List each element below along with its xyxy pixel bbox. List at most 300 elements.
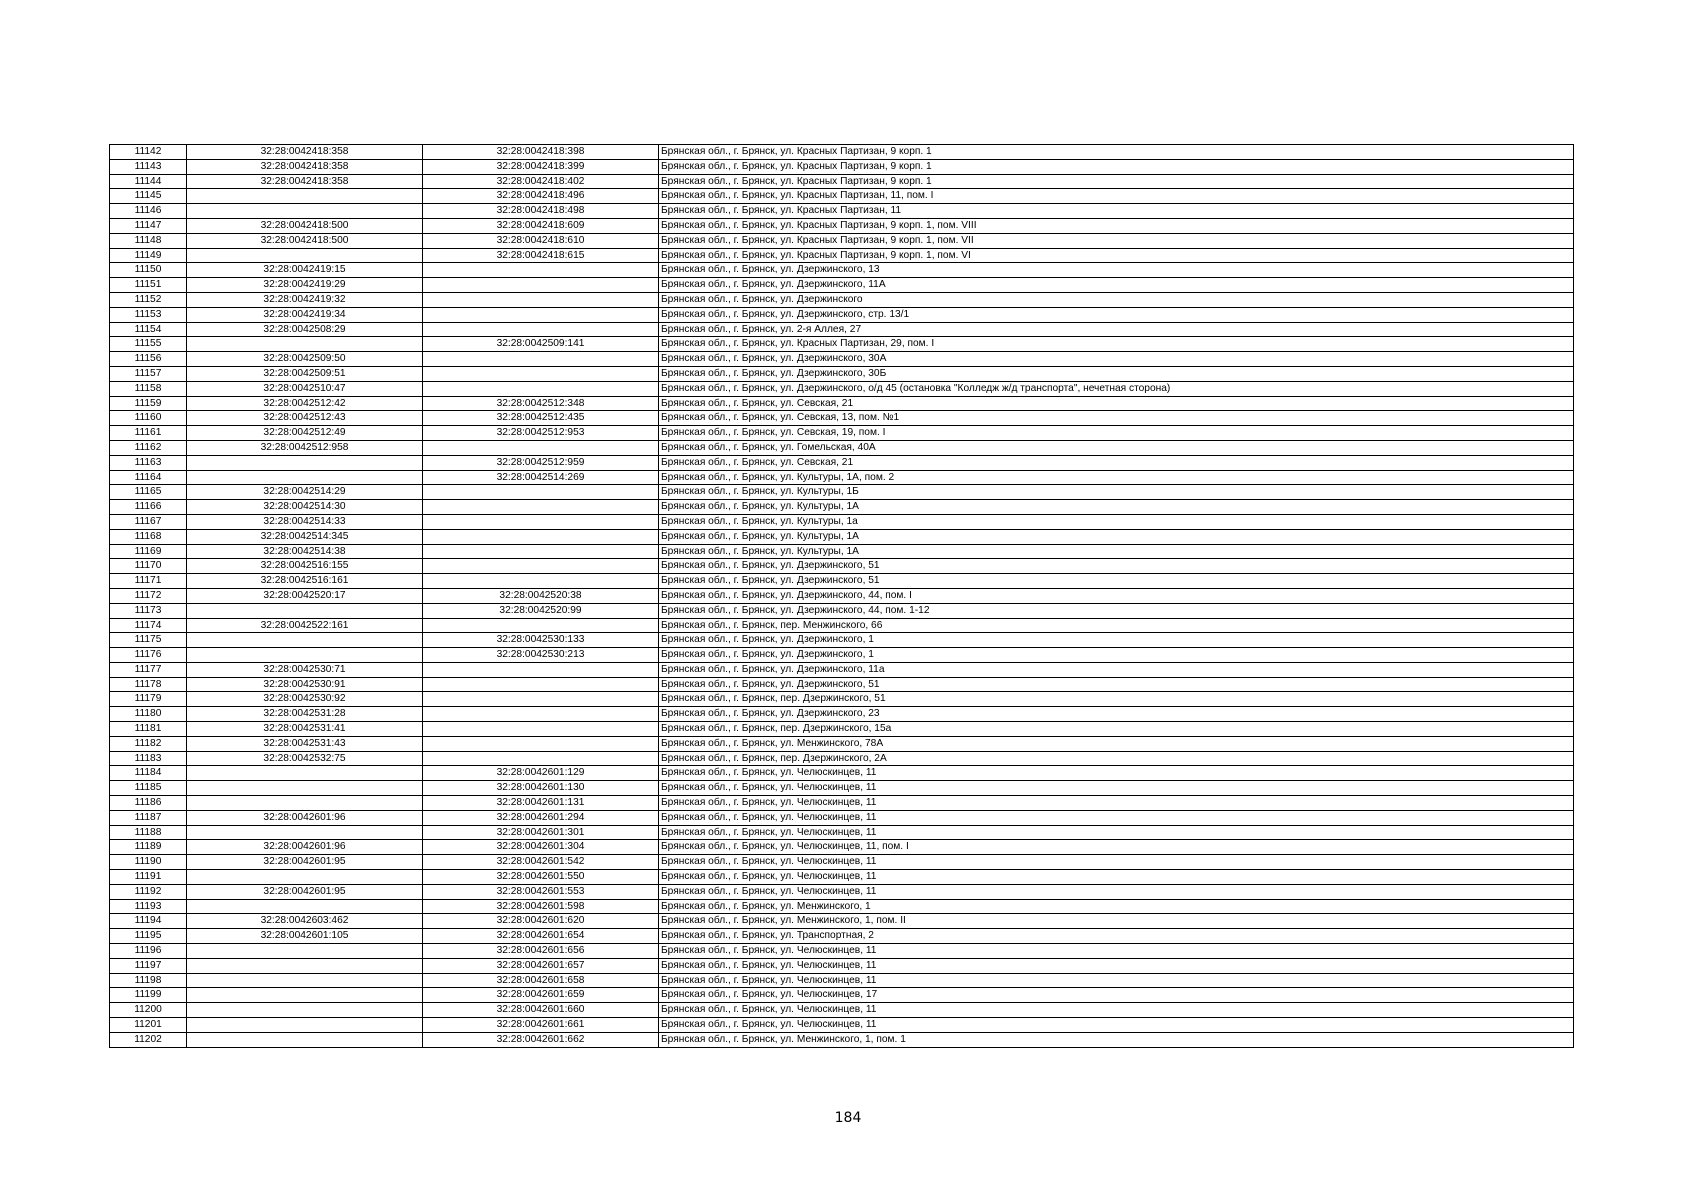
land-cadastral-number-cell: 32:28:0042514:38 xyxy=(187,544,423,559)
row-number-cell: 11148 xyxy=(110,233,187,248)
row-number-cell: 11153 xyxy=(110,307,187,322)
table-row xyxy=(110,440,1574,455)
row-number-cell: 11181 xyxy=(110,722,187,737)
address-cell: Брянская обл., г. Брянск, ул. Культуры, 1А xyxy=(659,529,1574,544)
row-number-cell: 11179 xyxy=(110,692,187,707)
address-cell: Брянская обл., г. Брянск, ул. Челюскинцев, 11 xyxy=(659,884,1574,899)
row-number-cell: 11171 xyxy=(110,574,187,589)
object-cadastral-number-cell: 32:28:0042601:129 xyxy=(423,766,659,781)
object-cadastral-number-cell: 32:28:0042520:38 xyxy=(423,588,659,603)
land-cadastral-number-cell: 32:28:0042531:41 xyxy=(187,722,423,737)
address-cell: Брянская обл., г. Брянск, ул. Челюскинцев, 11 xyxy=(659,1018,1574,1033)
land-cadastral-number-cell: 32:28:0042603:462 xyxy=(187,914,423,929)
table-row xyxy=(110,248,1574,263)
land-cadastral-number-cell: 32:28:0042601:95 xyxy=(187,855,423,870)
object-cadastral-number-cell: 32:28:0042418:399 xyxy=(423,159,659,174)
object-cadastral-number-cell: 32:28:0042601:542 xyxy=(423,855,659,870)
table-row xyxy=(110,500,1574,515)
land-cadastral-number-cell: 32:28:0042419:29 xyxy=(187,278,423,293)
land-cadastral-number-cell: 32:28:0042530:92 xyxy=(187,692,423,707)
land-cadastral-number-cell xyxy=(187,648,423,663)
address-cell: Брянская обл., г. Брянск, ул. Культуры, 1а xyxy=(659,514,1574,529)
object-cadastral-number-cell: 32:28:0042514:269 xyxy=(423,470,659,485)
address-cell: Брянская обл., г. Брянск, ул. Дзержинского, 11А xyxy=(659,278,1574,293)
table-row xyxy=(110,929,1574,944)
object-cadastral-number-cell: 32:28:0042512:348 xyxy=(423,396,659,411)
object-cadastral-number-cell: 32:28:0042509:141 xyxy=(423,337,659,352)
object-cadastral-number-cell xyxy=(423,618,659,633)
table-row xyxy=(110,307,1574,322)
row-number-cell: 11169 xyxy=(110,544,187,559)
table-row xyxy=(110,677,1574,692)
table-row xyxy=(110,204,1574,219)
land-cadastral-number-cell xyxy=(187,248,423,263)
land-cadastral-number-cell: 32:28:0042530:71 xyxy=(187,662,423,677)
land-cadastral-number-cell: 32:28:0042516:161 xyxy=(187,574,423,589)
object-cadastral-number-cell: 32:28:0042601:301 xyxy=(423,825,659,840)
object-cadastral-number-cell: 32:28:0042601:659 xyxy=(423,988,659,1003)
address-cell: Брянская обл., г. Брянск, ул. Красных Партизан, 11, пом. I xyxy=(659,189,1574,204)
object-cadastral-number-cell: 32:28:0042530:133 xyxy=(423,633,659,648)
object-cadastral-number-cell: 32:28:0042418:402 xyxy=(423,174,659,189)
address-cell: Брянская обл., г. Брянск, ул. Красных Партизан, 9 корп. 1 xyxy=(659,174,1574,189)
land-cadastral-number-cell: 32:28:0042514:30 xyxy=(187,500,423,515)
address-cell: Брянская обл., г. Брянск, ул. Красных Партизан, 9 корп. 1, пом. VI xyxy=(659,248,1574,263)
row-number-cell: 11156 xyxy=(110,352,187,367)
table-row xyxy=(110,855,1574,870)
row-number-cell: 11167 xyxy=(110,514,187,529)
object-cadastral-number-cell: 32:28:0042601:658 xyxy=(423,973,659,988)
address-cell: Брянская обл., г. Брянск, ул. Севская, 21 xyxy=(659,396,1574,411)
row-number-cell: 11199 xyxy=(110,988,187,1003)
object-cadastral-number-cell xyxy=(423,440,659,455)
address-cell: Брянская обл., г. Брянск, ул. Дзержинского, 23 xyxy=(659,707,1574,722)
object-cadastral-number-cell xyxy=(423,322,659,337)
row-number-cell: 11194 xyxy=(110,914,187,929)
table-row xyxy=(110,411,1574,426)
row-number-cell: 11142 xyxy=(110,145,187,160)
table-row xyxy=(110,366,1574,381)
row-number-cell: 11158 xyxy=(110,381,187,396)
land-cadastral-number-cell: 32:28:0042419:34 xyxy=(187,307,423,322)
land-cadastral-number-cell: 32:28:0042512:49 xyxy=(187,426,423,441)
row-number-cell: 11165 xyxy=(110,485,187,500)
row-number-cell: 11172 xyxy=(110,588,187,603)
object-cadastral-number-cell: 32:28:0042601:130 xyxy=(423,781,659,796)
address-cell: Брянская обл., г. Брянск, ул. Культуры, 1А xyxy=(659,544,1574,559)
address-cell: Брянская обл., г. Брянск, ул. Менжинского, 1 xyxy=(659,899,1574,914)
address-cell: Брянская обл., г. Брянск, ул. Челюскинцев, 11 xyxy=(659,810,1574,825)
address-cell: Брянская обл., г. Брянск, ул. Челюскинцев, 11 xyxy=(659,870,1574,885)
address-cell: Брянская обл., г. Брянск, ул. Дзержинского, 1 xyxy=(659,633,1574,648)
address-cell: Брянская обл., г. Брянск, ул. Красных Партизан, 9 корп. 1 xyxy=(659,159,1574,174)
object-cadastral-number-cell: 32:28:0042418:498 xyxy=(423,204,659,219)
row-number-cell: 11170 xyxy=(110,559,187,574)
table-row xyxy=(110,337,1574,352)
row-number-cell: 11159 xyxy=(110,396,187,411)
object-cadastral-number-cell: 32:28:0042601:660 xyxy=(423,1003,659,1018)
row-number-cell: 11197 xyxy=(110,958,187,973)
table-row xyxy=(110,278,1574,293)
table-row xyxy=(110,796,1574,811)
records-table-body xyxy=(110,145,1574,1048)
land-cadastral-number-cell xyxy=(187,796,423,811)
table-row xyxy=(110,189,1574,204)
table-row xyxy=(110,766,1574,781)
address-cell: Брянская обл., г. Брянск, ул. Челюскинцев, 11, пом. I xyxy=(659,840,1574,855)
address-cell: Брянская обл., г. Брянск, пер. Дзержинского, 15а xyxy=(659,722,1574,737)
address-cell: Брянская обл., г. Брянск, ул. Челюскинцев, 11 xyxy=(659,944,1574,959)
land-cadastral-number-cell xyxy=(187,766,423,781)
row-number-cell: 11201 xyxy=(110,1018,187,1033)
object-cadastral-number-cell: 32:28:0042418:496 xyxy=(423,189,659,204)
address-cell: Брянская обл., г. Брянск, ул. Красных Партизан, 11 xyxy=(659,204,1574,219)
table-row xyxy=(110,218,1574,233)
land-cadastral-number-cell xyxy=(187,870,423,885)
land-cadastral-number-cell: 32:28:0042508:29 xyxy=(187,322,423,337)
object-cadastral-number-cell xyxy=(423,692,659,707)
row-number-cell: 11177 xyxy=(110,662,187,677)
row-number-cell: 11162 xyxy=(110,440,187,455)
row-number-cell: 11164 xyxy=(110,470,187,485)
table-row xyxy=(110,426,1574,441)
land-cadastral-number-cell: 32:28:0042509:51 xyxy=(187,366,423,381)
table-row xyxy=(110,381,1574,396)
land-cadastral-number-cell xyxy=(187,603,423,618)
table-row xyxy=(110,648,1574,663)
object-cadastral-number-cell: 32:28:0042601:657 xyxy=(423,958,659,973)
object-cadastral-number-cell: 32:28:0042418:609 xyxy=(423,218,659,233)
object-cadastral-number-cell xyxy=(423,574,659,589)
row-number-cell: 11185 xyxy=(110,781,187,796)
land-cadastral-number-cell: 32:28:0042520:17 xyxy=(187,588,423,603)
land-cadastral-number-cell: 32:28:0042514:345 xyxy=(187,529,423,544)
land-cadastral-number-cell: 32:28:0042531:43 xyxy=(187,736,423,751)
object-cadastral-number-cell xyxy=(423,662,659,677)
address-cell: Брянская обл., г. Брянск, ул. Челюскинцев, 11 xyxy=(659,766,1574,781)
table-row xyxy=(110,455,1574,470)
row-number-cell: 11155 xyxy=(110,337,187,352)
row-number-cell: 11186 xyxy=(110,796,187,811)
object-cadastral-number-cell: 32:28:0042418:610 xyxy=(423,233,659,248)
row-number-cell: 11161 xyxy=(110,426,187,441)
row-number-cell: 11147 xyxy=(110,218,187,233)
row-number-cell: 11193 xyxy=(110,899,187,914)
table-row xyxy=(110,159,1574,174)
address-cell: Брянская обл., г. Брянск, ул. Менжинского, 1, пом. 1 xyxy=(659,1032,1574,1047)
table-row xyxy=(110,174,1574,189)
table-row xyxy=(110,485,1574,500)
table-row xyxy=(110,1003,1574,1018)
address-cell: Брянская обл., г. Брянск, ул. Красных Партизан, 9 корп. 1, пом. VIII xyxy=(659,218,1574,233)
address-cell: Брянская обл., г. Брянск, пер. Дзержинского, 2А xyxy=(659,751,1574,766)
row-number-cell: 11187 xyxy=(110,810,187,825)
land-cadastral-number-cell: 32:28:0042419:15 xyxy=(187,263,423,278)
table-row xyxy=(110,707,1574,722)
address-cell: Брянская обл., г. Брянск, ул. Дзержинского, 51 xyxy=(659,574,1574,589)
table-row xyxy=(110,988,1574,1003)
address-cell: Брянская обл., г. Брянск, ул. Дзержинского xyxy=(659,292,1574,307)
row-number-cell: 11151 xyxy=(110,278,187,293)
land-cadastral-number-cell: 32:28:0042601:96 xyxy=(187,810,423,825)
table-row xyxy=(110,603,1574,618)
land-cadastral-number-cell: 32:28:0042510:47 xyxy=(187,381,423,396)
table-row xyxy=(110,618,1574,633)
object-cadastral-number-cell xyxy=(423,707,659,722)
row-number-cell: 11160 xyxy=(110,411,187,426)
land-cadastral-number-cell: 32:28:0042516:155 xyxy=(187,559,423,574)
object-cadastral-number-cell: 32:28:0042601:620 xyxy=(423,914,659,929)
address-cell: Брянская обл., г. Брянск, ул. Дзержинского, 1 xyxy=(659,648,1574,663)
land-cadastral-number-cell xyxy=(187,1032,423,1047)
land-cadastral-number-cell: 32:28:0042530:91 xyxy=(187,677,423,692)
table-row xyxy=(110,633,1574,648)
address-cell: Брянская обл., г. Брянск, ул. Челюскинцев, 11 xyxy=(659,825,1574,840)
row-number-cell: 11189 xyxy=(110,840,187,855)
row-number-cell: 11188 xyxy=(110,825,187,840)
address-cell: Брянская обл., г. Брянск, ул. Дзержинского, 11а xyxy=(659,662,1574,677)
object-cadastral-number-cell xyxy=(423,278,659,293)
object-cadastral-number-cell: 32:28:0042512:959 xyxy=(423,455,659,470)
land-cadastral-number-cell: 32:28:0042514:29 xyxy=(187,485,423,500)
object-cadastral-number-cell xyxy=(423,500,659,515)
table-row xyxy=(110,810,1574,825)
address-cell: Брянская обл., г. Брянск, ул. Дзержинского, 30А xyxy=(659,352,1574,367)
row-number-cell: 11202 xyxy=(110,1032,187,1047)
table-row xyxy=(110,544,1574,559)
row-number-cell: 11176 xyxy=(110,648,187,663)
table-row xyxy=(110,736,1574,751)
address-cell: Брянская обл., г. Брянск, ул. Красных Партизан, 9 корп. 1 xyxy=(659,145,1574,160)
land-cadastral-number-cell: 32:28:0042512:43 xyxy=(187,411,423,426)
table-row xyxy=(110,944,1574,959)
address-cell: Брянская обл., г. Брянск, ул. Гомельская, 40А xyxy=(659,440,1574,455)
table-row xyxy=(110,722,1574,737)
row-number-cell: 11152 xyxy=(110,292,187,307)
table-row xyxy=(110,352,1574,367)
row-number-cell: 11173 xyxy=(110,603,187,618)
address-cell: Брянская обл., г. Брянск, ул. Дзержинского, 51 xyxy=(659,559,1574,574)
land-cadastral-number-cell: 32:28:0042601:96 xyxy=(187,840,423,855)
table-row xyxy=(110,396,1574,411)
table-row xyxy=(110,559,1574,574)
row-number-cell: 11174 xyxy=(110,618,187,633)
table-row xyxy=(110,914,1574,929)
address-cell: Брянская обл., г. Брянск, ул. Менжинского, 1, пом. II xyxy=(659,914,1574,929)
table-row xyxy=(110,840,1574,855)
land-cadastral-number-cell xyxy=(187,944,423,959)
object-cadastral-number-cell xyxy=(423,292,659,307)
row-number-cell: 11192 xyxy=(110,884,187,899)
table-row xyxy=(110,825,1574,840)
object-cadastral-number-cell xyxy=(423,307,659,322)
row-number-cell: 11182 xyxy=(110,736,187,751)
row-number-cell: 11190 xyxy=(110,855,187,870)
land-cadastral-number-cell: 32:28:0042522:161 xyxy=(187,618,423,633)
object-cadastral-number-cell: 32:28:0042601:661 xyxy=(423,1018,659,1033)
address-cell: Брянская обл., г. Брянск, ул. Красных Партизан, 9 корп. 1, пом. VII xyxy=(659,233,1574,248)
table-row xyxy=(110,973,1574,988)
address-cell: Брянская обл., г. Брянск, ул. Челюскинцев, 11 xyxy=(659,796,1574,811)
land-cadastral-number-cell xyxy=(187,988,423,1003)
table-row xyxy=(110,662,1574,677)
object-cadastral-number-cell: 32:28:0042601:294 xyxy=(423,810,659,825)
object-cadastral-number-cell xyxy=(423,263,659,278)
row-number-cell: 11175 xyxy=(110,633,187,648)
table-row xyxy=(110,692,1574,707)
object-cadastral-number-cell: 32:28:0042601:553 xyxy=(423,884,659,899)
object-cadastral-number-cell xyxy=(423,485,659,500)
object-cadastral-number-cell xyxy=(423,677,659,692)
land-cadastral-number-cell xyxy=(187,781,423,796)
object-cadastral-number-cell xyxy=(423,544,659,559)
row-number-cell: 11144 xyxy=(110,174,187,189)
table-row xyxy=(110,751,1574,766)
row-number-cell: 11196 xyxy=(110,944,187,959)
address-cell: Брянская обл., г. Брянск, ул. Дзержинского, 44, пом. 1-12 xyxy=(659,603,1574,618)
object-cadastral-number-cell: 32:28:0042601:662 xyxy=(423,1032,659,1047)
object-cadastral-number-cell xyxy=(423,736,659,751)
table-row xyxy=(110,574,1574,589)
row-number-cell: 11157 xyxy=(110,366,187,381)
row-number-cell: 11146 xyxy=(110,204,187,219)
object-cadastral-number-cell: 32:28:0042601:656 xyxy=(423,944,659,959)
land-cadastral-number-cell xyxy=(187,337,423,352)
address-cell: Брянская обл., г. Брянск, ул. Челюскинцев, 17 xyxy=(659,988,1574,1003)
object-cadastral-number-cell xyxy=(423,529,659,544)
address-cell: Брянская обл., г. Брянск, ул. Транспортная, 2 xyxy=(659,929,1574,944)
table-row xyxy=(110,529,1574,544)
row-number-cell: 11195 xyxy=(110,929,187,944)
row-number-cell: 11200 xyxy=(110,1003,187,1018)
land-cadastral-number-cell xyxy=(187,1003,423,1018)
object-cadastral-number-cell: 32:28:0042601:654 xyxy=(423,929,659,944)
address-cell: Брянская обл., г. Брянск, ул. Дзержинского, 30Б xyxy=(659,366,1574,381)
address-cell: Брянская обл., г. Брянск, ул. Культуры, 1Б xyxy=(659,485,1574,500)
row-number-cell: 11180 xyxy=(110,707,187,722)
object-cadastral-number-cell xyxy=(423,381,659,396)
table-row xyxy=(110,514,1574,529)
address-cell: Брянская обл., г. Брянск, ул. 2-я Аллея, 27 xyxy=(659,322,1574,337)
object-cadastral-number-cell: 32:28:0042512:953 xyxy=(423,426,659,441)
row-number-cell: 11149 xyxy=(110,248,187,263)
land-cadastral-number-cell xyxy=(187,958,423,973)
address-cell: Брянская обл., г. Брянск, ул. Челюскинцев, 11 xyxy=(659,781,1574,796)
land-cadastral-number-cell xyxy=(187,470,423,485)
table-row xyxy=(110,233,1574,248)
object-cadastral-number-cell: 32:28:0042530:213 xyxy=(423,648,659,663)
object-cadastral-number-cell xyxy=(423,352,659,367)
land-cadastral-number-cell: 32:28:0042418:358 xyxy=(187,145,423,160)
object-cadastral-number-cell: 32:28:0042418:615 xyxy=(423,248,659,263)
address-cell: Брянская обл., г. Брянск, пер. Дзержинского, 51 xyxy=(659,692,1574,707)
table-row xyxy=(110,263,1574,278)
table-row xyxy=(110,781,1574,796)
land-cadastral-number-cell xyxy=(187,973,423,988)
address-cell: Брянская обл., г. Брянск, ул. Красных Партизан, 29, пом. I xyxy=(659,337,1574,352)
address-cell: Брянская обл., г. Брянск, ул. Челюскинцев, 11 xyxy=(659,973,1574,988)
land-cadastral-number-cell: 32:28:0042532:75 xyxy=(187,751,423,766)
table-row xyxy=(110,470,1574,485)
land-cadastral-number-cell: 32:28:0042514:33 xyxy=(187,514,423,529)
row-number-cell: 11150 xyxy=(110,263,187,278)
land-cadastral-number-cell xyxy=(187,825,423,840)
object-cadastral-number-cell xyxy=(423,722,659,737)
row-number-cell: 11183 xyxy=(110,751,187,766)
address-cell: Брянская обл., г. Брянск, ул. Дзержинского, стр. 13/1 xyxy=(659,307,1574,322)
land-cadastral-number-cell: 32:28:0042512:42 xyxy=(187,396,423,411)
object-cadastral-number-cell: 32:28:0042601:131 xyxy=(423,796,659,811)
row-number-cell: 11184 xyxy=(110,766,187,781)
row-number-cell: 11154 xyxy=(110,322,187,337)
address-cell: Брянская обл., г. Брянск, ул. Дзержинского, 44, пом. I xyxy=(659,588,1574,603)
object-cadastral-number-cell: 32:28:0042520:99 xyxy=(423,603,659,618)
object-cadastral-number-cell xyxy=(423,514,659,529)
object-cadastral-number-cell: 32:28:0042512:435 xyxy=(423,411,659,426)
land-cadastral-number-cell: 32:28:0042531:28 xyxy=(187,707,423,722)
table-row xyxy=(110,958,1574,973)
table-row xyxy=(110,1018,1574,1033)
table-row xyxy=(110,884,1574,899)
row-number-cell: 11143 xyxy=(110,159,187,174)
object-cadastral-number-cell xyxy=(423,366,659,381)
row-number-cell: 11166 xyxy=(110,500,187,515)
land-cadastral-number-cell: 32:28:0042418:500 xyxy=(187,218,423,233)
address-cell: Брянская обл., г. Брянск, пер. Менжинского, 66 xyxy=(659,618,1574,633)
land-cadastral-number-cell xyxy=(187,1018,423,1033)
address-cell: Брянская обл., г. Брянск, ул. Менжинского, 78А xyxy=(659,736,1574,751)
address-cell: Брянская обл., г. Брянск, ул. Дзержинского, 51 xyxy=(659,677,1574,692)
page-number: 184 xyxy=(834,1110,862,1126)
table-row xyxy=(110,899,1574,914)
address-cell: Брянская обл., г. Брянск, ул. Дзержинского, о/д 45 (остановка "Колледж ж/д транспорта", нечетная сторона) xyxy=(659,381,1574,396)
land-cadastral-number-cell: 32:28:0042418:358 xyxy=(187,159,423,174)
land-cadastral-number-cell xyxy=(187,455,423,470)
address-cell: Брянская обл., г. Брянск, ул. Севская, 21 xyxy=(659,455,1574,470)
address-cell: Брянская обл., г. Брянск, ул. Челюскинцев, 11 xyxy=(659,855,1574,870)
address-cell: Брянская обл., г. Брянск, ул. Культуры, 1А, пом. 2 xyxy=(659,470,1574,485)
land-cadastral-number-cell xyxy=(187,189,423,204)
object-cadastral-number-cell: 32:28:0042418:398 xyxy=(423,145,659,160)
object-cadastral-number-cell: 32:28:0042601:550 xyxy=(423,870,659,885)
land-cadastral-number-cell: 32:28:0042509:50 xyxy=(187,352,423,367)
address-cell: Брянская обл., г. Брянск, ул. Дзержинского, 13 xyxy=(659,263,1574,278)
table-row xyxy=(110,292,1574,307)
address-cell: Брянская обл., г. Брянск, ул. Севская, 19, пом. I xyxy=(659,426,1574,441)
object-cadastral-number-cell xyxy=(423,751,659,766)
land-cadastral-number-cell xyxy=(187,204,423,219)
land-cadastral-number-cell xyxy=(187,899,423,914)
land-cadastral-number-cell: 32:28:0042419:32 xyxy=(187,292,423,307)
address-cell: Брянская обл., г. Брянск, ул. Челюскинцев, 11 xyxy=(659,958,1574,973)
object-cadastral-number-cell: 32:28:0042601:304 xyxy=(423,840,659,855)
row-number-cell: 11163 xyxy=(110,455,187,470)
row-number-cell: 11145 xyxy=(110,189,187,204)
table-row xyxy=(110,322,1574,337)
land-cadastral-number-cell: 32:28:0042601:105 xyxy=(187,929,423,944)
land-cadastral-number-cell: 32:28:0042418:500 xyxy=(187,233,423,248)
address-cell: Брянская обл., г. Брянск, ул. Культуры, 1А xyxy=(659,500,1574,515)
table-row xyxy=(110,870,1574,885)
records-table xyxy=(109,144,1574,1048)
land-cadastral-number-cell xyxy=(187,633,423,648)
table-row xyxy=(110,588,1574,603)
object-cadastral-number-cell: 32:28:0042601:598 xyxy=(423,899,659,914)
row-number-cell: 11168 xyxy=(110,529,187,544)
address-cell: Брянская обл., г. Брянск, ул. Челюскинцев, 11 xyxy=(659,1003,1574,1018)
row-number-cell: 11191 xyxy=(110,870,187,885)
table-row xyxy=(110,145,1574,160)
